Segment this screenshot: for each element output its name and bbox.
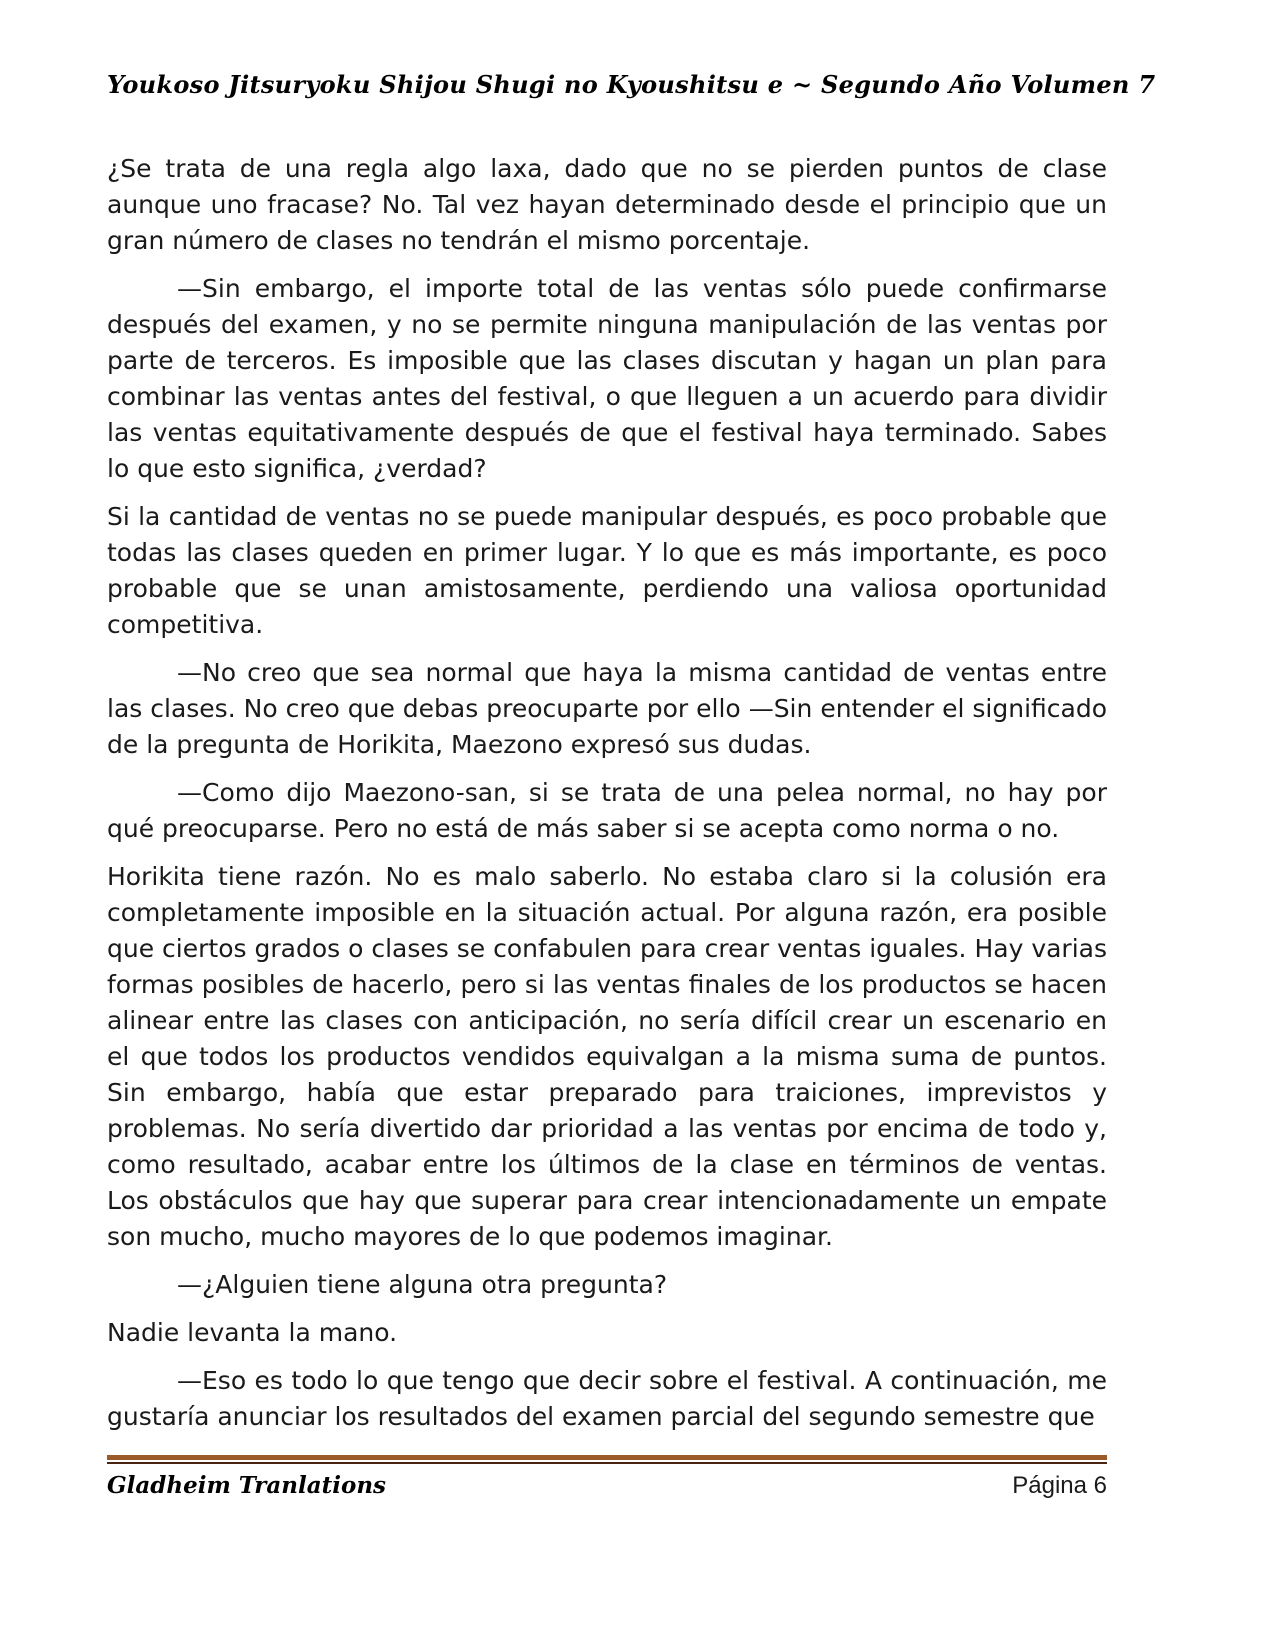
document-page <box>107 0 1156 1447</box>
paragraph: —Sin embargo, el importe total de las ventas sólo puede confirmarse después del examen, y no se permite ninguna manipulación de las ventas por parte de terceros. Es imposible que las clases discutan y hagan un plan para combinar las ventas antes del festival, o que lleguen a un acuerdo para dividir las ventas equitativamente después de que el festival haya terminado. Sabes lo que esto significa, ¿verdad? <box>107 274 1107 483</box>
document-body <box>107 151 1107 1435</box>
paragraph: —Como dijo Maezono-san, si se trata de una pelea normal, no hay por qué preocuparse. Pero no está de más saber si se acepta como norma o no. <box>107 778 1107 843</box>
translator-credit: Gladheim Tranlations <box>107 1472 386 1499</box>
page-header-title: Youkoso Jitsuryoku Shijou Shugi no Kyoushitsu e ~ Segundo Año Volumen 7 <box>107 70 1156 99</box>
paragraph: ¿Se trata de una regla algo laxa, dado que no se pierden puntos de clase aunque uno fracase? No. Tal vez hayan determinado desde el principio que un gran número de clases no tendrán el mismo porcentaje. <box>107 154 1107 255</box>
paragraph: —¿Alguien tiene alguna otra pregunta? <box>177 1270 668 1299</box>
footer-rule-bottom <box>107 1462 1107 1464</box>
paragraph: —No creo que sea normal que haya la misma cantidad de ventas entre las clases. No creo que debas preocuparte por ello —Sin entender el significado de la pregunta de Horikita, Maezono expresó sus dudas. <box>107 658 1107 759</box>
page-number: Página 6 <box>1012 1472 1107 1499</box>
footer-rule-top <box>107 1455 1107 1460</box>
paragraph: —Eso es todo lo que tengo que decir sobre el festival. A continuación, me gustaría anunciar los resultados del examen parcial del segundo semestre que <box>107 1366 1107 1431</box>
page-footer <box>107 1455 1107 1500</box>
paragraph: Nadie levanta la mano. <box>107 1318 398 1347</box>
paragraph: Si la cantidad de ventas no se puede manipular después, es poco probable que todas las clases queden en primer lugar. Y lo que es más importante, es poco probable que se unan amistosamente, perdiendo una valiosa oportunidad competitiva. <box>107 502 1107 639</box>
paragraph: Horikita tiene razón. No es malo saberlo. No estaba claro si la colusión era completamente imposible en la situación actual. Por alguna razón, era posible que ciertos grados o clases se confabulen para crear ventas iguales. Hay varias formas posibles de hacerlo, pero si las ventas finales de los productos se hacen alinear entre las clases con anticipación, no sería difícil crear un escenario en el que todos los productos vendidos equivalgan a la misma suma de puntos. Sin embargo, había que estar preparado para traiciones, imprevistos y problemas. No sería divertido dar prioridad a las ventas por encima de todo y, como resultado, acabar entre los últimos de la clase en términos de ventas. Los obstáculos que hay que superar para crear intencionadamente un empate son mucho, mucho mayores de lo que podemos imaginar. <box>107 862 1107 1251</box>
